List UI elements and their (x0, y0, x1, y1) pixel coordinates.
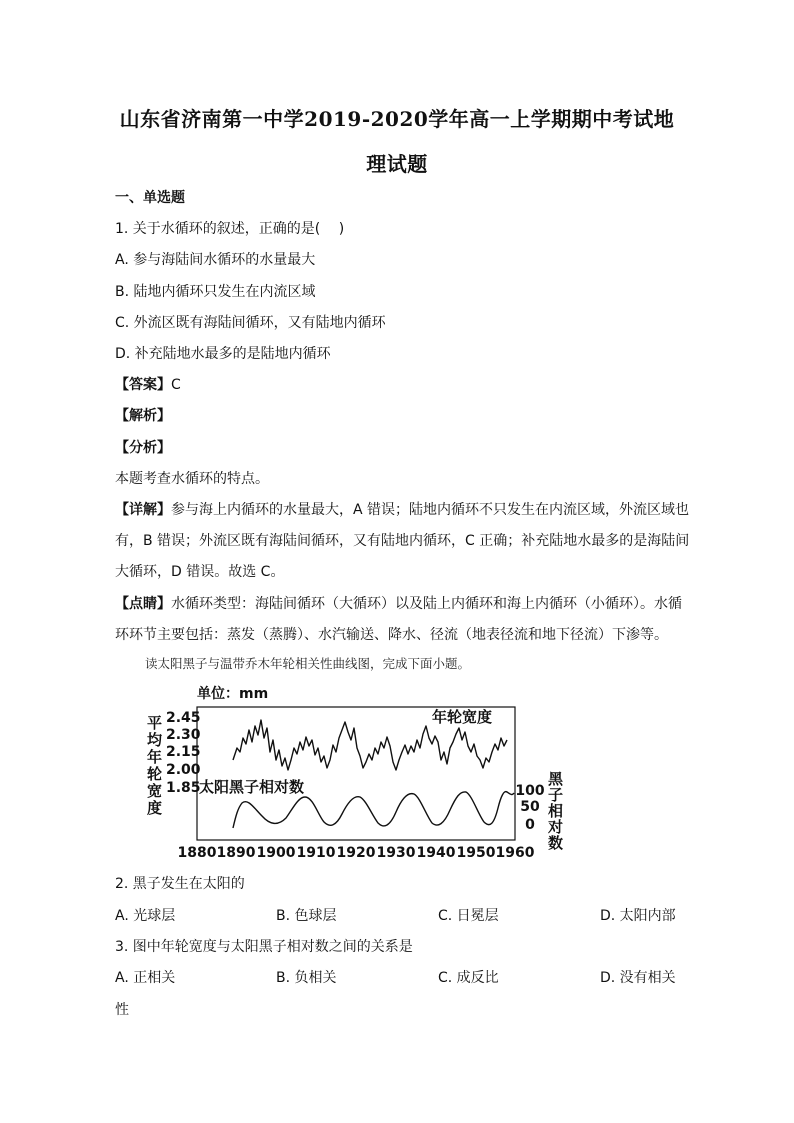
q3-option-d-continuation: 性 (115, 1002, 129, 1018)
left-axis-char: 年 (147, 748, 163, 766)
x-tick-label: 1880 (177, 845, 217, 861)
tree-ring-curve (233, 720, 507, 770)
q2-option-d: D. 太阳内部 (600, 908, 676, 924)
right-axis-char: 子 (548, 786, 564, 804)
right-tick-label: 50 (520, 799, 540, 815)
q1-answer (115, 374, 181, 394)
x-tick-label: 1930 (376, 845, 416, 861)
tip-line-1 (115, 593, 682, 613)
q3-option-c: C. 成反比 (438, 970, 499, 986)
detail-text-1: 参与海上内循环的水量最大，A 错误；陆地内循环不只发生在内流区域，外流区域也 (171, 502, 690, 518)
left-axis-char: 平 (147, 714, 163, 732)
detail-line-1 (115, 499, 689, 519)
q1-option-a: A. 参与海陆间水循环的水量最大 (115, 252, 316, 268)
q3-option-b: B. 负相关 (276, 970, 337, 986)
x-ticks (178, 845, 535, 861)
fenxi-label: 【分析】 (115, 440, 171, 456)
q1-option-d: D. 补充陆地水最多的是陆地内循环 (115, 346, 331, 362)
sunspot-label: 太阳黑子相对数 (199, 778, 305, 796)
detail-line-2: 有，B 错误；外流区既有海陆间循环，又有陆地内循环，C 正确；补充陆地水最多的是海陆间 (115, 533, 690, 549)
right-axis-title (547, 770, 564, 852)
right-axis-char: 黑 (548, 770, 564, 788)
q3-option-a: A. 正相关 (115, 970, 176, 986)
right-tick-label: 0 (525, 817, 535, 833)
q1-option-b: B. 陆地内循环只发生在内流区域 (115, 284, 316, 300)
right-axis-char: 数 (548, 834, 564, 852)
q2-stem: 2. 黑子发生在太阳的 (115, 876, 245, 892)
tip-label: 【点睛】 (115, 596, 171, 612)
right-axis-char: 相 (548, 802, 564, 820)
q3-option-d: D. 没有相关 (600, 970, 676, 986)
q1-option-c: C. 外流区既有海陆间循环，又有陆地内循环 (115, 315, 386, 331)
left-tick-label: 2.15 (166, 744, 201, 760)
left-axis-char: 均 (147, 731, 163, 749)
left-axis-char: 轮 (147, 765, 163, 783)
x-tick-label: 1940 (416, 845, 456, 861)
x-tick-label: 1920 (336, 845, 376, 861)
section-heading: 一、单选题 (115, 190, 185, 206)
left-ticks (166, 710, 201, 796)
jiexi-label: 【解析】 (115, 408, 171, 424)
left-tick-label: 2.30 (166, 727, 201, 743)
answer-label: 【答案】 (115, 377, 171, 393)
tip-line-2: 环环节主要包括：蒸发（蒸腾）、水汽输送、降水、径流（地表径流和地下径流）下渗等。 (115, 627, 668, 643)
figure-intro: 读太阳黑子与温带乔木年轮相关性曲线图，完成下面小题。 (145, 656, 471, 671)
detail-line-3: 大循环，D 错误。故选 C。 (115, 564, 285, 580)
right-axis-char: 对 (548, 818, 564, 836)
x-tick-label: 1960 (495, 845, 535, 861)
sunspot-curve (233, 792, 514, 828)
q1-stem: 1. 关于水循环的叙述，正确的是( ) (115, 221, 345, 237)
x-tick-label: 1910 (296, 845, 336, 861)
left-axis-char: 度 (147, 799, 163, 817)
q2-option-a: A. 光球层 (115, 908, 176, 924)
left-tick-label: 2.45 (166, 710, 201, 726)
left-tick-label: 1.85 (166, 780, 201, 796)
ring-width-label: 年轮宽度 (432, 708, 493, 726)
left-axis-char: 宽 (147, 782, 163, 800)
x-tick-label: 1950 (456, 845, 496, 861)
tip-text-1: 水循环类型：海陆间循环（大循环）以及陆上内循环和海上内循环（小循环）。水循 (171, 596, 682, 612)
plot-frame (197, 707, 515, 840)
detail-label: 【详解】 (115, 502, 171, 518)
q2-option-b: B. 色球层 (276, 908, 337, 924)
left-tick-label: 2.00 (166, 762, 201, 778)
doc-title-line1: 山东省济南第一中学2019-2020学年高一上学期期中考试地 (119, 107, 675, 131)
left-axis-title (147, 714, 163, 817)
right-ticks (515, 783, 544, 833)
x-tick-label: 1900 (256, 845, 296, 861)
q2-option-c: C. 日冕层 (438, 908, 499, 924)
x-tick-label: 1890 (216, 845, 256, 861)
fenxi-text: 本题考查水循环的特点。 (115, 471, 269, 487)
answer-value: C (171, 377, 181, 393)
right-tick-label: 100 (515, 783, 545, 799)
unit-label: 单位：mm (197, 686, 269, 702)
q3-stem: 3. 图中年轮宽度与太阳黑子相对数之间的关系是 (115, 939, 413, 955)
doc-title-line2: 理试题 (366, 152, 428, 176)
